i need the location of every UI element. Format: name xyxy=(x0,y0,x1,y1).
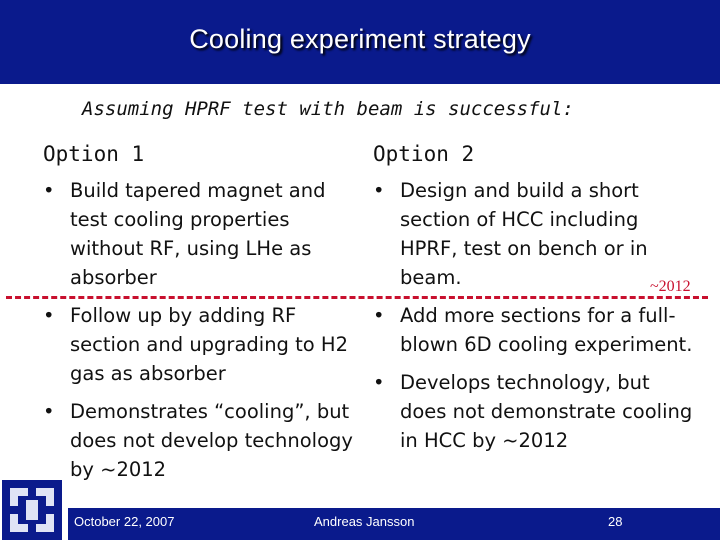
option-1-bullets xyxy=(43,176,361,493)
bullet-item xyxy=(373,368,693,455)
bullet-icon: • xyxy=(43,400,55,423)
footer-author: Andreas Jansson xyxy=(314,514,415,529)
bullet-item xyxy=(373,176,693,292)
bullet-item xyxy=(43,176,361,292)
slide-title: Cooling experiment strategy xyxy=(189,24,531,54)
bullet-text: Add more sections for a full-blown 6D cooling experiment. xyxy=(400,304,693,356)
option-2-heading: Option 2 xyxy=(373,142,475,166)
bullet-item xyxy=(373,301,693,359)
bullet-icon: • xyxy=(43,304,55,327)
bullet-item xyxy=(43,301,361,388)
bullet-icon: • xyxy=(373,304,385,327)
bullet-text: Build tapered magnet and test cooling properties without RF, using LHe as absorber xyxy=(70,179,326,289)
option-2-bullets xyxy=(373,176,693,464)
timeline-divider xyxy=(6,296,708,299)
bullet-text: Follow up by adding RF section and upgrading to H2 gas as absorber xyxy=(70,304,348,385)
bullet-text: Develops technology, but does not demonstrate cooling in HCC by ~2012 xyxy=(400,371,693,452)
slide-subtitle: Assuming HPRF test with beam is successful: xyxy=(82,98,574,120)
title-bar xyxy=(0,0,720,84)
option-1-heading: Option 1 xyxy=(43,142,145,166)
bullet-item xyxy=(43,397,361,484)
fermilab-logo-icon xyxy=(2,480,62,540)
divider-year-label: ~2012 xyxy=(650,278,691,295)
bullet-text: Design and build a short section of HCC including HPRF, test on bench or in beam. xyxy=(400,179,648,289)
bullet-icon: • xyxy=(43,179,55,202)
footer-page-number: 28 xyxy=(608,514,623,529)
footer-date: October 22, 2007 xyxy=(74,514,175,529)
bullet-icon: • xyxy=(373,179,385,202)
bullet-icon: • xyxy=(373,371,385,394)
bullet-text: Demonstrates “cooling”, but does not develop technology by ~2012 xyxy=(70,400,353,481)
